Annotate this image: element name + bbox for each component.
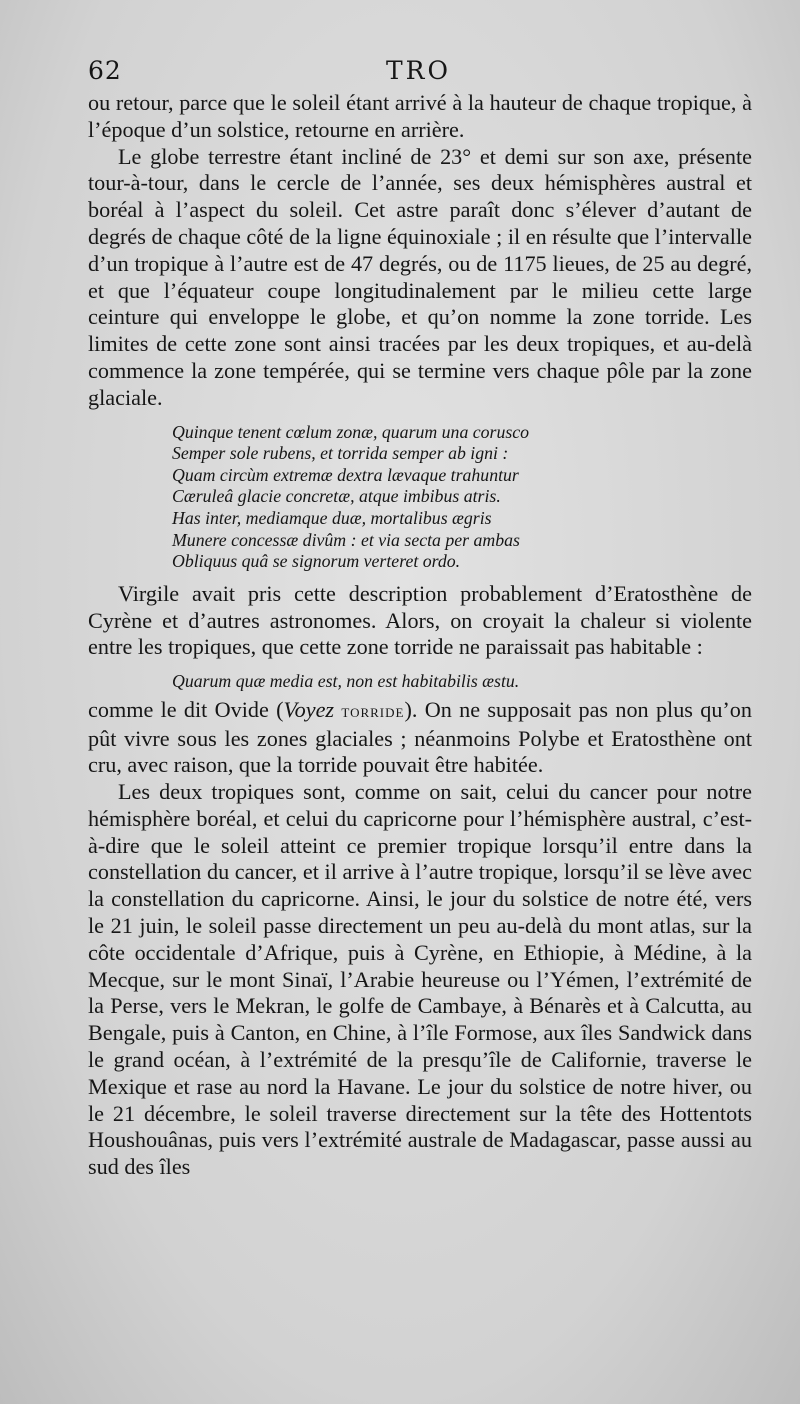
- verse-line: Has inter, mediamque duæ, mortalibus ægris: [172, 507, 492, 528]
- verse-line: Semper sole rubens, et torrida semper ab igni :: [172, 443, 509, 464]
- running-head: TRO: [386, 56, 451, 85]
- paragraph-continuation: ou retour, parce que le soleil étant arrivé à la hauteur de chaque tropique, à l’époque d’un solstice, retourne en arrière.: [88, 90, 752, 142]
- paragraph-globe: Le globe terrestre étant incliné de 23° et demi sur son axe, présente tour-à-tour, dans le cercle de l’année, ses deux hémisphères austral et boréal à l’aspect du soleil. Cet astre paraît donc s’élever d’autant de degrés de chaque côté de la ligne équinoxiale ; il en résulte que l’intervalle d’un tropique à l’autre est de 47 degrés, ou de 1175 lieues, de 25 au degré, et que l’équateur coupe longitudinalement par le milieu cette large ceinture qui enveloppe le globe, et qu’on nomme la zone torride. Les limites de cette zone sont ainsi tracées par les deux tropiques, et au-delà commence la zone tempérée, qui se termine vers chaque pôle par la zone glaciale.: [88, 143, 752, 410]
- ovid-quote: Quarum quæ media est, non est habitabilis æstu.: [172, 671, 520, 692]
- body-text: [88, 90, 752, 1181]
- page-header: [88, 52, 752, 92]
- paragraph-tropiques: Les deux tropiques sont, comme on sait, celui du cancer pour notre hémisphère boréal, et celui du capricorne pour l’hémisphère austral, c’est-à-dire que le soleil atteint ce premier tropique lorsqu’il entre dans la constellation du cancer, et il arrive à l’autre tropique, lorsqu’il se lève avec la constellation du capricorne. Ainsi, le jour du solstice de notre été, vers le 21 juin, le soleil passe directement un peu au-delà du mont atlas, sur la côte occidentale d’Afrique, puis à Cyrène, en Ethiopie, à Médine, à la Mecque, sur le mont Sinaï, l’Arabie heureuse ou l’Yémen, l’extrémité de la Perse, vers le Mekran, le golfe de Cambaye, à Bénarès et à Calcutta, au Bengale, puis à Canton, en Chine, à l’île Formose, aux îles Sandwick dans le grand océan, à l’extrémité de la presqu’île de Californie, traverse le Mexique et rase au nord la Havane. Le jour du solstice de notre hiver, ou le 21 décembre, le soleil traverse directement sur la tête des Hottentots Houshouânas, puis vers l’extrémité australe de Madagascar, passe aussi au sud des îles: [88, 779, 752, 1180]
- paragraph-virgile: Virgile avait pris cette description probablement d’Eratosthène de Cyrène et d’autres astronomes. Alors, on croyait la chaleur si violente entre les tropiques, que cette zone torride ne paraissait pas habitable :: [88, 580, 752, 660]
- verse-line: Obliquus quâ se signorum verteret ordo.: [172, 551, 461, 572]
- ovide-text-before: comme le dit Ovide (: [88, 696, 284, 722]
- verse-line: Quam circùm extremæ dextra lævaque trahuntur: [172, 464, 519, 485]
- verse-line: Munere concessæ divûm : et via secta per ambas: [172, 529, 520, 550]
- page-number: 62: [88, 56, 122, 85]
- voyez-reference: Voyez: [283, 696, 335, 722]
- paragraph-ovide: [88, 697, 752, 779]
- virgil-verse: [172, 422, 752, 573]
- verse-line: Cæruleâ glacie concretæ, atque imbibus atris.: [172, 486, 501, 507]
- cross-reference-torride: torride: [341, 700, 405, 722]
- ovide-text-after: ). On ne supposait pas non plus qu’on pût vivre sous les zones glaciales ; néanmoins Polybe et Eratosthène ont cru, avec raison, que la torride pouvait être habitée.: [88, 696, 752, 778]
- verse-line: Quinque tenent cœlum zonæ, quarum una corusco: [172, 421, 530, 442]
